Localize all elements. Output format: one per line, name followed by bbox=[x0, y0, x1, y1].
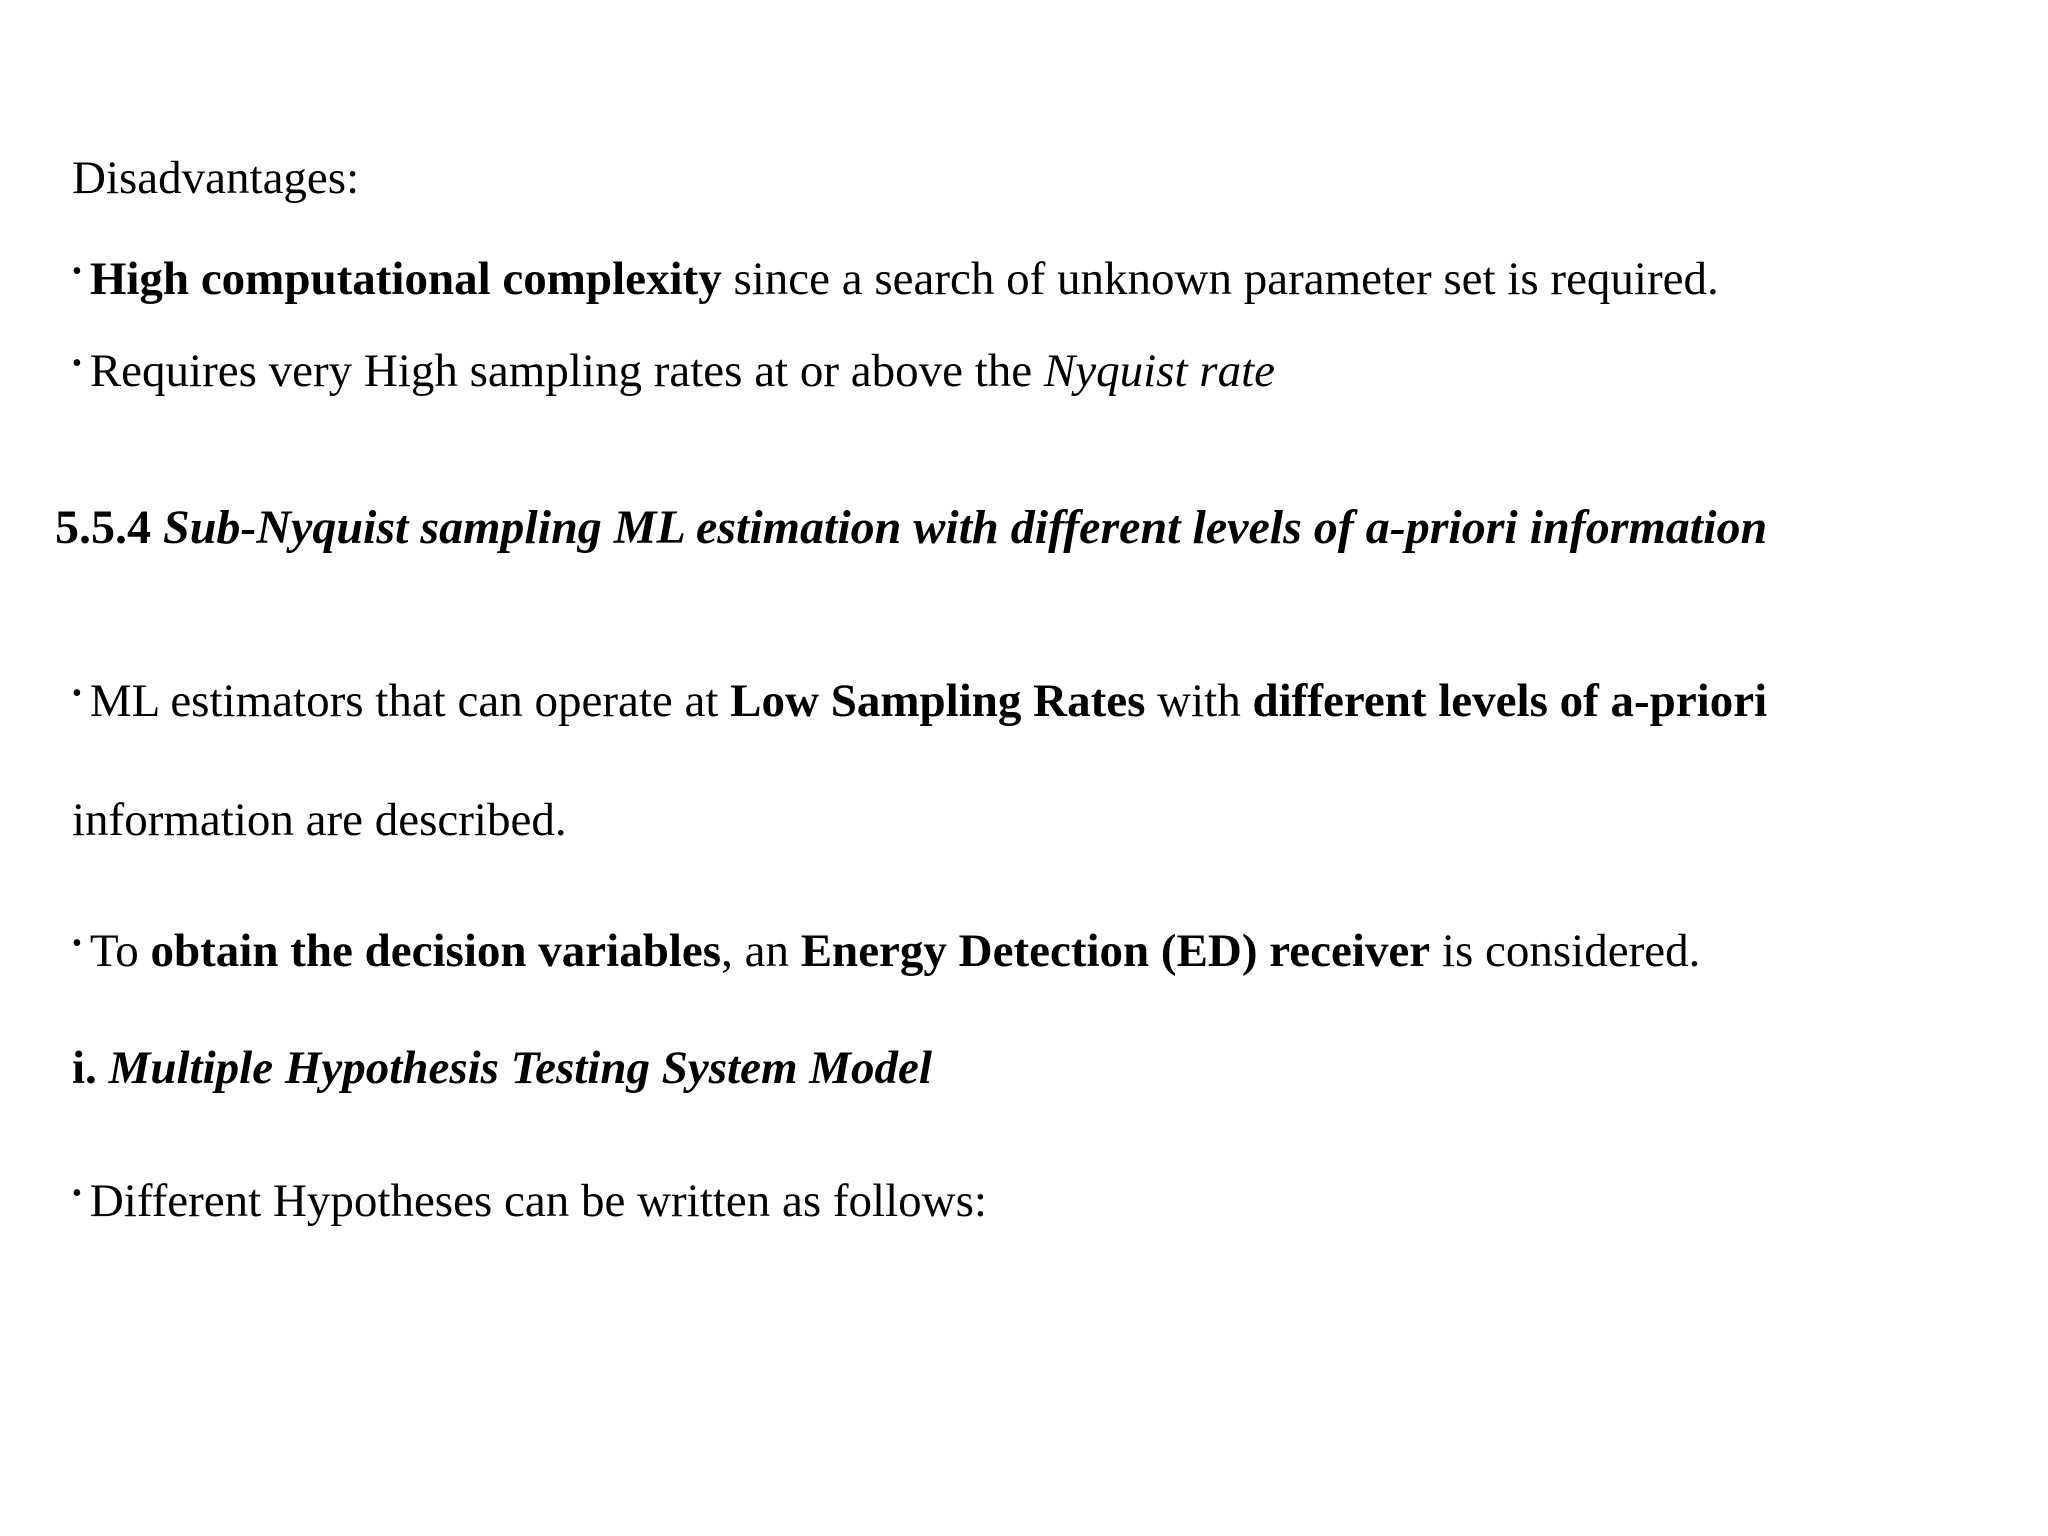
bullet-dot: • bbox=[72, 1178, 82, 1209]
bullet-dot: • bbox=[72, 678, 82, 709]
bullet-ml-estimators: • ML estimators that can operate at Low Sampling Rates with different levels of a-priori bbox=[72, 675, 1768, 727]
bullet-dot: • bbox=[72, 928, 82, 959]
section-heading: 5.5.4 Sub-Nyquist sampling ML estimation with different levels of a-priori information bbox=[55, 501, 1768, 554]
bullet-sampling-rates: • Requires very High sampling rates at or above the Nyquist rate bbox=[72, 345, 1275, 397]
bullet-high-complexity: • High computational complexity since a search of unknown parameter set is required. bbox=[72, 253, 1719, 305]
bullet-dot: • bbox=[72, 256, 82, 287]
bullet-hypotheses: • Different Hypotheses can be written as follows: bbox=[72, 1175, 987, 1227]
bullet-ml-estimators-continuation: information are described. bbox=[72, 794, 567, 846]
bullet-dot: • bbox=[72, 348, 82, 379]
subsection-heading: i. Multiple Hypothesis Testing System Model bbox=[72, 1042, 932, 1094]
bullet-decision-variables: • To obtain the decision variables, an Energy Detection (ED) receiver is considered. bbox=[72, 925, 1701, 977]
disadvantages-heading: Disadvantages: bbox=[72, 152, 360, 204]
